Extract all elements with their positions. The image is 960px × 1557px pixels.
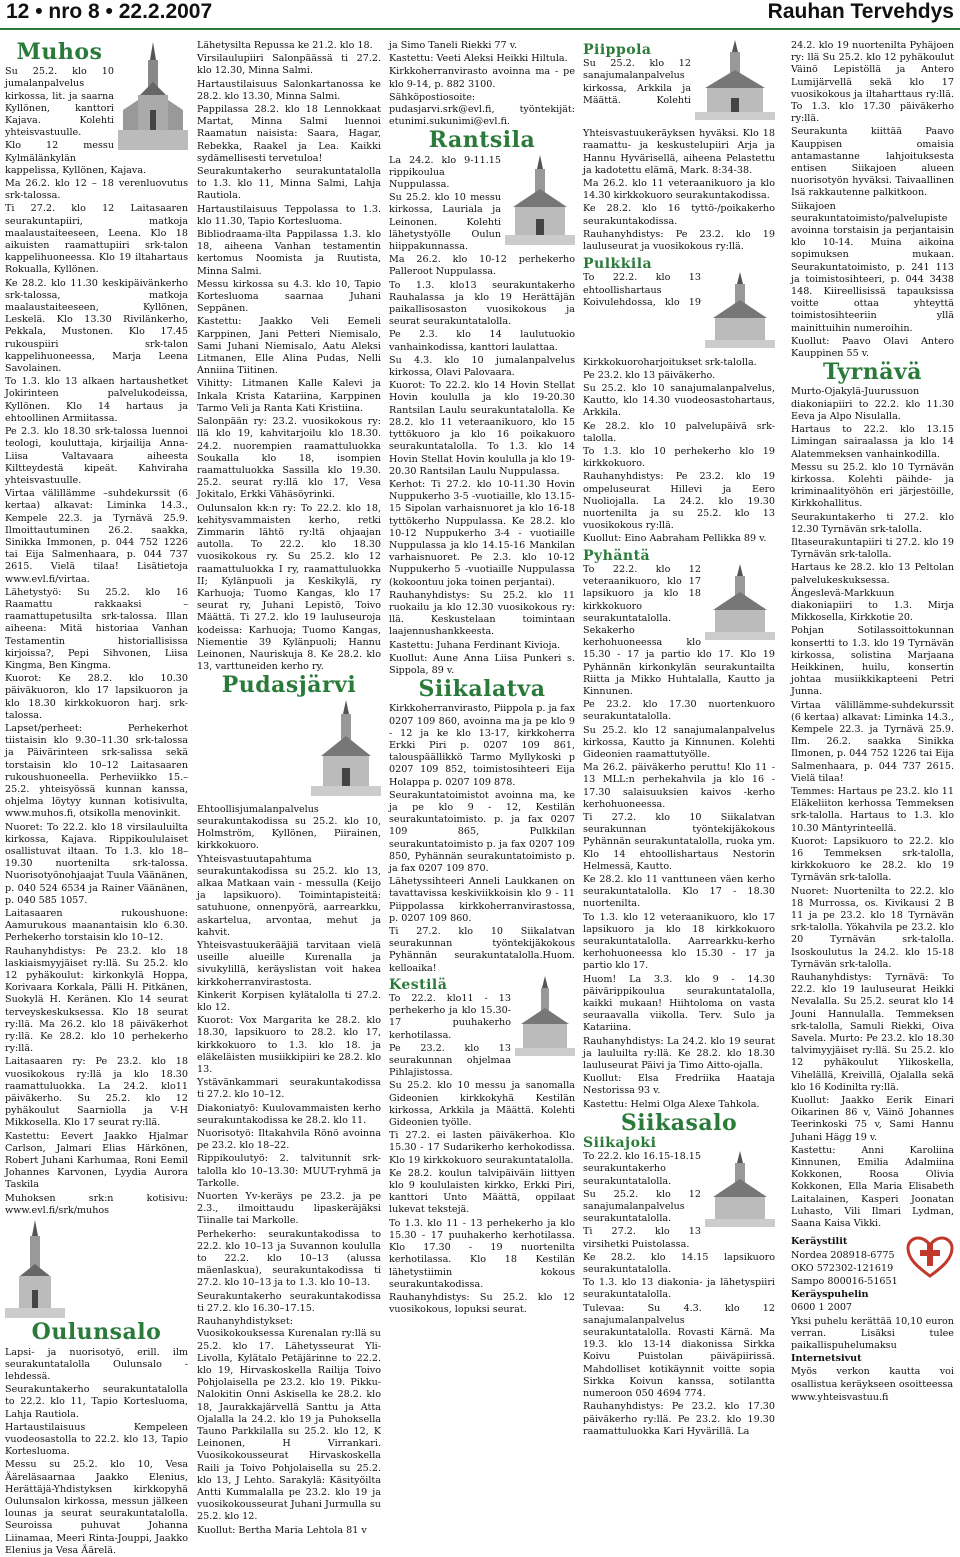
article-paragraph: Rauhanyhdistys: Su 25.2. klo 12 vuosikokous, lopuksi seurat. [389, 1291, 575, 1316]
article-paragraph: Muhoksen srk:n kotisivu: www.evl.fi/srk/muhos [5, 1192, 188, 1216]
church-illustration-icon [5, 1218, 65, 1322]
article-paragraph: Hartaus ke 28.2. klo 13 Peltolan palvelukeskuksessa. [791, 562, 954, 586]
article-paragraph: Su 25.2. klo 10 messu kirkossa, Lauriala ja Leinonen. Kolehti lähetystyölle Oulun hiippakunnassa. [389, 192, 501, 253]
article-paragraph: Ti 27.2. klo 12 Laitasaaren seurakuntapiiri, matkoja maalaustaiteeseen, Leena. Klo 18 aikuisten raamattupiiri srk-talon kappelihuoneessa. Klo 19 iltahartaus Rokualla, Kyllönen. [5, 203, 188, 276]
article-paragraph: Ma 26.2. päiväkerho peruttu! Klo 11 - 13 MLL:n perhekahvila ja klo 16 - 17.30 salaisuuksien kaivos -kerho kerhohuoneessa. [583, 762, 775, 810]
article-paragraph: Hartaustilaisuus Salonkartanossa ke 28.2. klo 13.30, Minna Salmi. [197, 78, 381, 102]
section-title-piippola: Piippola [583, 42, 652, 58]
section-title-muhos: Muhos [16, 39, 103, 65]
fundraising-box [791, 1236, 954, 1404]
heart-cross-logo-icon [906, 1236, 954, 1284]
article-paragraph: Kirkkoherranvirasto avoinna ma - pe klo 9-14, p. 882 3100. [389, 66, 575, 90]
article-paragraph: Sähköpostiosoite: pudasjarvi.srk@evl.fi, työntekijät: etunimi.sukunimi@evl.fi. [389, 91, 575, 128]
section-title-pudasjarvi: Pudasjärvi [221, 672, 357, 699]
article-paragraph: Rauhanyhdistys: La 24.2. klo 19 seurat ja lauluilta ry:llä. Ke 28.2. klo 18.30 lauluseurat Päivi ja Timo Aitto-ojalla. [583, 1035, 775, 1072]
publication-title: Rauhan Tervehdys [767, 0, 954, 23]
article-paragraph: Kastettu: Veeti Aleksi Heikki Hiltula. [389, 53, 568, 65]
article-paragraph: Oulunsalon kk:n ry: To 22.2. klo 18, kehitysvammaisten kerho, retki Zimmarin lähtö ry:ltä ohjaajan autolla. To 22.2. klo 18.30 vuosikokous ry. Su 25.2. klo 12 raamattuluokka I ry, raamattuluokka II; Kylänpuoli ja Keskikylä, ry Karhuoja; Tuomo Kangas, klo 17 seurat ry, Juhani Lepistö, Toivo Määttä. Ti 27.2. klo 19 lauluseuroja kodeissa: Karhuoja; Tuomo Kangas, Niementie 39 Kylänpuoli; Hannu Leinonen, Nauriskuja 8. Ke 28.2. klo 13, varttuneiden kerho ry. [197, 502, 381, 673]
church-illustration-icon [705, 272, 775, 352]
article-paragraph: La 24.2. klo 9-11.15 rippikoulua Nuppulassa. [389, 154, 501, 191]
church-illustration-icon [705, 564, 775, 644]
article-paragraph: Nuorten Yv-keräys pe 23.2. ja pe 2.3., ilmoittaudu lipaskeräjäksi Tiinalle tai Markolle. [197, 1191, 381, 1227]
church-illustration-icon [695, 40, 775, 124]
issue-info: 12 • nro 8 • 22.2.2007 [6, 0, 213, 23]
article-paragraph: Kuollut: Bertha Maria Lehtola 81 v [197, 1524, 367, 1536]
article-paragraph: Klo 12 messu Kylmälänkylän kappelissa, Kyllönen, Kajava. [5, 140, 147, 176]
article-paragraph: Kuollut: Aune Anna Liisa Punkeri s. Sippola, 89 v. [389, 652, 575, 676]
article-paragraph: Ehtoollisjumalanpalvelus seurakuntakodissa su 25.2. klo 10, Holmström, Kyllönen, Piirainen, kirkkokuoro. [197, 803, 381, 852]
contact-line: Myös verkon kautta voi osallistua keräykseen osoitteessa [791, 1366, 954, 1390]
article-paragraph: Lapset/perheet: Perhekerhot tiistaisin klo 9.30–11.30 srk-talossa ja Päivärinteen srk-salissa sekä torstaisin klo 10–12 Laitasaaren rukoushuoneella. Perheviikko 15.–25.2. yhteisyössä kunnan kanssa, ohjelma löytyy kunnan kotisivulta, www.muhos.fi, otsikolla menovinkit. [5, 722, 188, 820]
column-4 [583, 40, 775, 1435]
article-paragraph: Kuollut: Jaakko Eerik Einari Oikarinen 86 v, Väinö Johannes Teerinkoski 75 v, Sami Hannu Juhani Hägg 19 v. [791, 1095, 954, 1143]
article-paragraph: Virtaa välillämme-suhdekurssit (6 kertaa) alkavat: Liminka 14.3., Kempele 22.3. ja Tyrnävä 25.9. Ilm. 26.2. saakka Sinikka Ilmonen, p. 044 752 1226 tai Eija Salmenhaara, p. 044 737 2615. Vielä tilaa! [791, 699, 954, 784]
article-paragraph: Su 25.2. klo 12 sanajumalanpalvelus kirkossa, Kautto ja Kinnunen. Kolehti Gideonien raamattutyölle. [583, 724, 775, 760]
article-paragraph: Pappilassa 28.2. klo 18 Lennokkaat Martat, Minna Salmi luennoi Raamatun naisista: Saara, Hagar, Rebekka, Raakel ja Lea. Kaikki sydämellisesti tervetuloa! [197, 104, 381, 164]
article-paragraph: Pohjan Sotilassoittokunnan konsertti to 1.3. klo 19 Tyrnävän kirkossa, solistina Marjaana Heikkinen, huilu, konsertin johtaa musiikkikapteeni Petri Junna. [791, 625, 954, 698]
article-paragraph: Rippikoulutyö: 2. talvitunnit srk-talolla klo 10–13.30: MUUT-ryhmä ja Tarkolle. [197, 1153, 381, 1189]
article-paragraph: Seurakuntakerho ti 27.2. klo 12.30 Tyrnävän srk-talolla. [791, 511, 954, 535]
article-paragraph: Ystävänkammari seurakuntakodissa ti 27.2. klo 10–12. [197, 1077, 381, 1101]
article-paragraph: Ti 27.2. klo 10 Siikalatvan seurakunnan työntekijäkokous Pyhännän seurakuntatalolla.Huom. kelloaika! [389, 926, 575, 974]
article-paragraph: Siikajoen seurakuntatoimisto/palvelupiste avoinna torstaisin ja perjantaisin klo 10-14. Muina aikoina sopimuksen mukaan. Seurakuntatoimisto, p. 241 113 ja toimistosihteeri, p. 044 3438 148. Kiireellisissä tapauksissa voitte ottaa yhteyttä toimistosihteeriin yllä mainittuihin numeroihin. [791, 200, 954, 334]
article-paragraph: Lähetyssihteeri Anneli Laukkanen on tavattavissa keskiviikkoisin klo 9 - 11 Piippolassa kirkkoherranvirastossa, p. 0207 109 860. [389, 876, 575, 924]
article-paragraph: Pe 23.2. klo 17.30 nuortenkuoro seurakuntatalolla. [583, 699, 775, 723]
section-title-kestila: Kestilä [389, 976, 448, 993]
article-paragraph: Su 25.2. klo 10 messu ja sanomalla Gideonien kirkkokyhä Kestilän kirkossa, Arkkila ja Määttä. Kolehti Gideonien työlle. [389, 1080, 575, 1129]
section-title-pyhanta: Pyhäntä [583, 547, 651, 564]
contact-heading: Keräyspuhelin [791, 1289, 869, 1301]
article-paragraph: Kinkerit Korpisen kylätalolla ti 27.2. klo 12. [197, 989, 381, 1014]
article-paragraph: Ke 28.2. klo 10 palvelupäivä srk-talolla. [583, 420, 775, 444]
contact-line: OKO 572302-121619 [791, 1262, 894, 1274]
article-paragraph: Kuorot: Ke 28.2. klo 10.30 päiväkuoron, klo 17 lapsikuoron ja klo 18.30 kirkkokuoron harj. srk-talossa. [5, 673, 188, 721]
masthead [0, 0, 960, 27]
article-paragraph: Su 25.2. klo 12 sanajumalanpalvelus seurakuntatalolla. [583, 1188, 701, 1225]
article-paragraph: To 22.2. klo 16.15-18.15 seurakuntakerho seurakuntatalolla. [583, 1151, 701, 1187]
article-paragraph: Tulevaa: Su 4.3. klo 12 sanajumalanpalvelus seurakuntatalolla. Rovasti Kärnä. Ma 19.3. klo 13-14 diakonissa Sirkka Koivu Puistolan päiväpiirissä. Mahdolliset kotikäynnit voitte sopia Sirkka Koivun kanssa, sotilantta numeroon 050 4694 774. [583, 1302, 775, 1400]
article-paragraph: Su 25.2. klo 12 sanajumalanpalvelus kirkossa, Arkkila ja Määttä. Kolehti Yhteisvastuukeräyksen hyväksi. Klo 18 raamattu- ja keskustelupiiri Arja ja Hannu Hyvärisellä, aiheena Pelastettu ja kadotettu elämä, Mark. 8:34-38. [583, 58, 775, 176]
article-paragraph: Pe 2.3. klo 14 laulutuokio vanhainkodissa, kanttori laulattaa. [389, 329, 575, 353]
article-paragraph: Rauhanyhdistys: Tyrnävä: To 22.2. klo 19 lauluseurat Heikki Nevalalla. Su 25.2. seurat klo 14 Jouni Hannulalla. Temmeksen srk-talolla, Samuli Riekki, Oiva Savela. Murto: Pe 23.2. klo 18.30 talvimyyjäiset ry:llä. Su 25.2. klo 12 pyhäkoulut Ylikoskella, Vihelällä, Kreivillä, Ojalalla sekä klo 16 Kodinilta ry:llä. [791, 972, 954, 1093]
article-paragraph: Bibliodraama-ilta Pappilassa 1.3. klo 18, aiheena Vanhan testamentin kertomus Noomista ja Ruutista, Minna Salmi. [197, 229, 381, 277]
masthead-rule [0, 28, 960, 30]
article-paragraph: Lähetystyö: Su 25.2. klo 16 Raamattu rakkaaksi –raamattupetusilta srk-talossa. Illan aiheena: Mitä historiaa Vanhan Testamentin historiallisissa kirjoissa?, Pepi Sihvonen, Liisa Kingma, Ben Kingma. [5, 586, 188, 671]
article-paragraph: Kuollut: Eino Aabraham Pellikka 89 v. [583, 533, 767, 545]
article-paragraph: Ti 27.2. klo 13 virsihetki Puistolassa. [583, 1226, 701, 1250]
article-paragraph: Virsilaulupiiri Salonpäässä ti 27.2. klo 12.30, Minna Salmi. [197, 53, 381, 77]
contact-line: Sampo 800016-51651 [791, 1275, 898, 1287]
article-paragraph: To 1.3. klo 13 diakonia- ja lähetyspiiri seurakuntatalolla. [583, 1277, 775, 1301]
article-paragraph: Ke 28.2. klo 16 tyttö-/poikakerho seurakuntakodissa. [583, 203, 775, 227]
article-paragraph: Ängeslevä-Markkuun diakoniapiiri to 1.3. Mirja Mikkosella, Kirkkotie 20. [791, 587, 954, 624]
article-paragraph: Kastettu: Anni Karoliina Kinnunen, Emilia Adalmiina Kokkonen, Roosa Olivia Kokkonen, Ella Maria Elisabeth Laitalainen, Kasperi Joonatan Luhasto, Vili Ilmari Lydman, Saana Kaisa Vikki. [791, 1144, 954, 1230]
church-illustration-icon [505, 155, 575, 249]
article-paragraph: Salonpään ry: 23.2. vuosikokous ry: llä klo 19, kahvitarjoilu klo 18.30. 24.2. nuorempien raamattuluokka Soukalla klo 18, isompien raamattuluokka Sassilla klo 19.30. 25.2. seurat ry:llä klo 17, Vesa Jokitalo, Erkki Vähäsöyrinki. [197, 416, 381, 501]
article-paragraph: Messu su 25.2. klo 10 Tyrnävän kirkossa. Kolehti päihde- ja kriminaalityöhön eri järjestöille, Kirkkohallitus. [791, 461, 954, 510]
article-paragraph: Kirkkoherranvirasto, Piippola p. ja fax 0207 109 860, avoinna ma ja pe klo 9 - 12 ja ke klo 13-17, kirkkoherra Erkki Piri p. 0207 109 861, talouspäällikkö Tarmo Myllykoski p 0207 109 852, toimistosihteeri Eija Holappa p. 0207 109 878. [389, 703, 575, 788]
section-title-siikajoki: Siikajoki [583, 1135, 657, 1152]
article-paragraph: Su 4.3. klo 10 jumalanpalvelus kirkossa, Olavi Palovaara. [389, 354, 575, 379]
article-paragraph: Kuollut: Paavo Olavi Antero Kauppinen 55 v. [791, 335, 954, 360]
church-illustration-icon [118, 40, 188, 154]
church-illustration-icon [705, 1151, 775, 1231]
article-paragraph: Rauhanyhdistys: Pe 23.2. klo 17.30 päiväkerho ry:llä. Pe 23.2. klo 19.30 raamattuluokka Kari Hyvärillä. La [583, 1401, 775, 1437]
article-paragraph: Messu kirkossa su 4.3. klo 10, Tapio Kortesluoma saarnaa Juhani Seppänen. [197, 278, 381, 315]
article-paragraph: Seurakuntakerho seurakuntatalolla to 22.2. klo 11, Tapio Kortesluoma, Lahja Rautiola. [5, 1384, 188, 1420]
article-paragraph: Rauhanyhdistykset: Vuosikokouksessa Kurenalan ry:llä su 25.2. klo 17. Lähetysseurat Yli-Livolla, Kylätalo Petäjärinne to 22.2. klo 19, Hirvaskoskella Railija Toivo Pohjolaisella pe 23.2. klo 19. Pikku-Nalokitin Onni Askisella ke 28.2. klo 18, Jaurakkajärvellä Santtu ja Atta Ojalalla la 24.2. klo 19 ja Puhoksella Tauno Parkkilalla su 25.2. klo 12, K Leinonen, H Virrankari. Vuosikokousseurat Hirvaskoskella Raili ja Toivo Pohjolaisella su 25.2. klo 13, J Lehto. Sarakylä: Käsityöilta Antti Kummalalla pe 23.2. klo 19 ja vuosikokousseurat Juhani Jurmulla su 25.2. klo 12. [197, 1316, 381, 1523]
article-paragraph: Pe 23.2. klo 13 seurakunnan ohjelmaa Pihlajistossa. [389, 1042, 511, 1079]
article-paragraph: Yhteisvastuutapahtuma seurakuntakodissa su 25.2. klo 13, alkaa Matkaan vain - messulla (Keijo ja lapsikuoro). Toimintapisteitä: satuhuone, onnenpyörä, aarrearkku, askartelua, arvontaa, mehut ja kahvit. [197, 853, 381, 938]
article-paragraph: Lapsi- ja nuorisotyö, erill. ilm seurakuntatalolla Oulunsalo -lehdessä. [5, 1346, 188, 1382]
article-paragraph: Nuoret: To 22.2. klo 18 virsilauluilta kirkossa, Kajava. Rippikoululaiset osallistuvat iltaan. To 1.3. klo 18–19.30 nuortenilta srk-talossa. Nuorisotyönohjaajat Tuula Väänänen, p. 040 524 6534 ja Rainer Väänänen, p. 040 585 1057. [5, 821, 188, 906]
article-paragraph: Vihitty: Litmanen Kalle Kalevi ja Inkala Krista Katariina, Karppinen Tarmo Veli ja Ranta Kati Kristiina. [197, 378, 381, 414]
column-1 [5, 39, 188, 1556]
article-paragraph: Seurakuntakerho seurakuntakodissa ti 27.2. klo 16.30–17.15. [197, 1290, 381, 1314]
column-3 [389, 40, 575, 1435]
article-paragraph: To 1.3. klo 12 veteraanikuoro, klo 17 lapsikuoro ja klo 18 kirkkokuoro seurakuntatalolla. Aarrearkku-kerho kerhohuoneessa klo 15.30 - 17 ja partio klo 17. [583, 911, 775, 972]
article-paragraph: Kastettu: Eevert Jaakko Hjalmar Carlson, Jalmari Elias Härkönen, Robert Juhani Karhumaa, Roni Eemil Johannes Karvonen, Lyydia Aurora Taskila [5, 1130, 188, 1191]
article-paragraph: To 1.3. klo 13 alkaen hartaushetket Jokirinteen palvelukodeissa, Kyllönen. Klo 14 hartaus ja ehtoollinen Armiitassa. [5, 376, 188, 424]
article-paragraph: Ma 26.2. klo 12 – 18 verenluovutus srk-talossa. [5, 178, 188, 202]
article-paragraph: Kastettu: Jaakko Veli Eemeli Karppinen, Jani Petteri Niemisalo, Sami Juhani Niemisalo, Aatu Aleksi Litmanen, Elle Alina Pudas, Nelli Anniina Tiitinen. [197, 316, 381, 377]
church-illustration-icon [515, 976, 575, 1060]
article-paragraph: Kuorot: Vox Margarita ke 28.2. klo 18.30, lapsikuoro to 28.2. klo 17, kirkkokuoro to 1.3. klo 18. ja eläkeläisten musiikkipiiri ke 28.2. klo 13. [197, 1015, 381, 1076]
church-illustration-icon [311, 700, 381, 800]
article-paragraph: 24.2. klo 19 nuortenilta Pyhäjoen ry: llä Su 25.2. klo 12 pyhäkoulut Väinö Lepistöllä ja Antero Lumijärvellä sekä klo 17 vuosikokous ja iltaharttaus ry:llä. To 1.3. klo 17.30 päiväkerho ry:llä. [791, 40, 954, 125]
article-paragraph: Seurakunta kiittää Paavo Kauppisen omaisia antamastanne lahjoituksesta entisen Siikajoen alueen nuorisotyön hyväksi. Taivaallinen Isä rakkautenne palkitkoon. [791, 126, 954, 199]
article-paragraph: Rauhanyhdistys: Pe 23.2. klo 19 lauluseurat ja vuosikokous ry:llä. [583, 228, 775, 253]
article-paragraph: Ke 28.2. koulun talvipäiväin liittyen klo 9 koululaisten kirkko, Erkki Piri, kanttori Unto Määttä, oppilaat lukevat tekstejä. [389, 1167, 575, 1216]
section-title-siikalatva: Siikalatva [418, 676, 546, 703]
article-paragraph: Ti 27.2. klo 10 Siikalatvan seurakunnan työntekijäkokous Pyhännän seurakuntatalolla, ruoka ym. Klo 14 ehtoollishartaus Nestorin Helmessä, Kautto. [583, 811, 775, 872]
article-paragraph: Kuorot: Lapsikuoro to 22.2. klo 16 Temmeksen srk-talolla, kirkkokuoro ke 28.2. klo 19 Tyrnävän srk-talolla. [791, 835, 954, 884]
article-paragraph: Seurakuntatoimistot avoinna ma, ke ja pe klo 9 - 12, Kestilän seurakuntatoimisto. p. ja fax 0207 109 865, Pulkkilan seurakuntatoimisto p. ja fax 0207 109 850, Pyhännän seurakuntatoimisto p. ja fax 0207 109 870. [389, 789, 575, 874]
article-paragraph: Perhekerho: seurakuntakodissa to 22.2. klo 10–13 ja Suvannon koululla to 22.2. klo 10–13 (alussa mäenlaskua), seurakuntakodissa ti 27.2. klo 10–13 ja to 1.3. klo 10–13. [197, 1228, 381, 1289]
article-paragraph: Nuorisotyö: Iltakahvila Rönö avoinna pe 23.2. klo 18–22. [197, 1128, 381, 1152]
article-paragraph: Ma 26.2. klo 10-12 perhekerho Palleroot Nuppulassa. [389, 254, 575, 278]
article-paragraph: To 1.3. klo13 seurakuntakerho Rauhalassa ja klo 19 Herättäjän paikallisosaston vuosikokous ja seurat seurakuntatalolla. [389, 279, 575, 328]
article-paragraph: Hartaus to 22.2. klo 13.15 Limingan sairaalassa ja klo 14 Alatemmeksen vanhainkodilla. [791, 424, 954, 460]
contact-line: Yksi puhelu kerättää 10,10 euron verran. Lisäksi tulee paikallispuhelumaksu [791, 1315, 954, 1351]
article-paragraph: Kastettu: Juhana Ferdinant Kivioja. [389, 639, 561, 651]
article-paragraph: Rauhanyhdistys: Pe 23.2. klo 18 laskiaismyyjäiset ry:llä. Su 25.2. klo 12 pyhäkoulut: kirkonkylä Hoppa, Korivaara Korkala, Pälli H. Pitkänen, Suokylä H. Keränen. Klo 14 seurat terveyskeskuksessa. Klo 18 seurat ry:llä. Ma 26.2. klo 18 päiväkerhot ry:llä. Ke 28.2. klo 10 perhekerho ry:llä. [5, 945, 188, 1055]
article-paragraph: Ti 27.2. ei lasten päiväkerhoa. Klo 15.30 - 17 Sudarikerho kerhokodissa. Klo 19 kirkkokuoro seurakuntatalolla. [389, 1130, 575, 1166]
article-paragraph: Nuoret: Nuortenilta to 22.2. klo 18 Murrossa, os. Kivikausi 2 B 11 ja pe 23.2. klo 18 Tyrnävän srk-talolla. Yökahvila pe 23.2. klo 20 Tyrnävän srk-talolla. Isoskoulutus la 24.2. klo 15-18 Tyrnävän srk-talolla. [791, 885, 954, 970]
article-paragraph: To 1.3. klo 10 perhekerho klo 19 kirkkokuoro. [583, 446, 775, 470]
article-paragraph: Kuorot: To 22.2. klo 14 Hovin Stellat Hovin koululla ja klo 19-20.30 Rantsilan Laulu seurakuntatalolla. Ke 28.2. klo 11 veteraanikuoro, klo 15 tyttökuoro ja klo 16 poikakuoro seurakuntatalolla. To 1.3. klo 14 Hovin Stellat Hovin koululla ja klo 19-20.30 Rantsilan Laulu Nuppulassa. [389, 380, 575, 477]
contact-heading: Internetsivut [791, 1353, 862, 1365]
article-paragraph: Yhteisvastuukerääjiä tarvitaan vielä useille alueille Kurenalla ja sivukylillä, keräyslistan voit hakea kirkkoherranvirastosta. [197, 940, 381, 988]
column-5 [791, 40, 954, 1435]
article-paragraph: Iltaseurakuntapiiri ti 27.2. klo 19 Tyrnävän srk-talolla. [791, 536, 954, 561]
article-paragraph: Su 25.2. klo 10 jumalanpalvelus kirkossa, lit. ja saarna Kyllönen, kanttori Kajava. Kolehti yhteisvastuulle. [5, 66, 114, 139]
article-paragraph: Laitasaaren ry: Pe 23.2. klo 18 vuosikokous ry:llä ja klo 18.30 raamattuluokka. La 24.2. klo11 päiväkerho. Su 25.2. klo 12 pyhäkoulut Saarniolla ja V-H Mikkosella. Klo 17 seurat ry:llä. [5, 1056, 188, 1129]
article-paragraph: Pe 2.3. klo 18.30 srk-talossa luennoi teologi, kouluttaja, kirjailija Anna-Liisa Valtavaara aiheesta Kiltteydestä kipeät. Kahviraha yhteisvastuulle. [5, 426, 188, 486]
article-paragraph: Ke 28.2. klo 11.30 keskipäivänkerho srk-talossa, matkoja maalaustaiteeseen, Kyllönen, Leskelä. Klo 13.30 Rivilänkerho, Pekkala, Mustonen. Klo 17.45 rukouspiiri srk-talon kappelihuoneessa, Marja Leena Savolainen. [5, 277, 188, 375]
article-paragraph: Rauhanyhdistys: Su 25.2. klo 11 ruokailu ja klo 12.30 vuosikokous ry: llä. Keskustelaan toimintaan laajennushankkeesta. [389, 589, 575, 638]
article-paragraph: Hartaustilaisuus Kempeleen vuodeosastolla to 22.2. klo 13, Tapio Kortesluoma. [5, 1421, 188, 1458]
contact-heading: Keräystilit [791, 1236, 848, 1248]
article-paragraph: Messu su 25.2. klo 10, Vesa Ääreläsaarnaa Jaakko Elenius, Herättäjä-Yhdistyksen kirkkopyhä Oulunsalon kirkossa, messun jälkeen lounas ja seurat seurakuntatalolla. Seuroissa puhuvat Johanna Liinamaa, Meeri Rinta-Jouppi, Jaakko Elenius ja Vesa Äärelä. [5, 1459, 188, 1556]
article-paragraph: Lähetysilta Repussa ke 21.2. klo 18. [197, 40, 373, 51]
article-paragraph: Laitasaaren rukoushuone: Aamurukous maanantaisin klo 6.30. Perhekerho torstaisin klo 10–12. [5, 908, 188, 944]
article-paragraph: Ke 28.2. klo 11 vanttuneen väen kerho seurakuntatalolla. Klo 17 - 18.30 nuortenilta. [583, 873, 775, 910]
article-paragraph: Ke 28.2. klo 14.15 lapsikuoro seurakuntatalolla. [583, 1251, 775, 1276]
article-paragraph: ja Simo Taneli Riekki 77 v. [389, 40, 518, 51]
article-paragraph: Huom! La 3.3. klo 9 - 14.30 päivärippikoulua seurakuntatalolla, kaikki mukaan! Hiihtoloma on vasta seuraavalla viikolla. Terv. Sulo ja Katariina. [583, 973, 775, 1034]
contact-line: Nordea 208918-6775 [791, 1249, 895, 1261]
article-paragraph: Su 25.2. klo 10 sanajumalanpalvelus, Kautto, klo 14.30 vuodeosastohartaus, Arkkila. [583, 383, 775, 419]
column-2 [197, 40, 381, 1536]
article-paragraph: To 22.2. klo11 - 13 perhekerho ja klo 15.30- 17 puuhakerho kerhotilassa. [389, 993, 511, 1041]
article-paragraph: Murto-Ojakylä-Juurussuon diakoniapiiri to 22.2. klo 11.30 Eeva ja Alpo Nisulalla. [791, 386, 954, 422]
article-paragraph: Pe 23.2. klo 13 päiväkerho. [583, 369, 716, 381]
article-paragraph: To 22.2. klo 12 veteraanikuoro, klo 17 lapsikuoro ja klo 18 kirkkokuoro seurakuntatalolla. Sekakerho kerhohuoneessa klo 15.30 - 17 ja partio klo 17. Klo 19 Pyhännän kirkonkylän seurakuntailta Riitta ja Mikko Huhtalalla, Kautto ja Kinnunen. [583, 563, 775, 697]
article-paragraph: Diakoniatyö: Kuulovammaisten kerho seurakuntakodissa ke 28.2. klo 11. [197, 1102, 381, 1126]
article-paragraph: Rauhanyhdistys: Pe 23.2. klo 19 ompeluseurat Hillevi ja Eero Nuoliojalla. La 24.2. klo 19.30 nuortenilta ja su 25.2. klo 13 vuosikokous ry:llä. [583, 471, 775, 532]
article-paragraph: Kerhot: Ti 27.2. klo 10-11.30 Hovin Nuppukerho 3-5 -vuotiaille, klo 13.15-15 Sipolan varhaisnuoret ja klo 16-18 tyttökerho Nuppulassa. Ke 28.2. klo 10-12 Nuppukerho 3-4 - vuotiaille Nuppulassa ja klo 14.15-16 Mankilan varhaisnuoret. Pe 2.3. klo 10-12 Nuppukerho 5 -vuotiaille Nuppulassa (kokoontuu joka toinen perjantai). [389, 478, 575, 588]
article-paragraph: To 22.2. klo 13 ehtoollishartaus Koivulehdossa, klo 19 Kirkkokuoroharjoitukset srk-talolla. [583, 272, 757, 368]
article-paragraph: Temmes: Hartaus pe 23.2. klo 11 Eläkeliiton kerhossa Temmeksen srk-talolla. Hartaus to 1.3. klo 10.30 Mäntyrinteellä. [791, 785, 954, 834]
section-title-pulkkila: Pulkkila [583, 256, 653, 273]
article-paragraph: Kastettu: Helmi Olga Alexe Tahkola. [583, 1098, 760, 1110]
contact-line: 0600 1 2007 [791, 1302, 853, 1314]
article-paragraph: Hartaustilaisuus Teppolassa to 1.3. klo 11.30, Tapio Kortesluoma. [197, 203, 381, 227]
section-title-tyrnava: Tyrnävä [822, 359, 923, 386]
section-title-rantsila: Rantsila [428, 127, 536, 154]
website-link[interactable]: www.yhteisvastuu.fi [791, 1391, 889, 1403]
article-paragraph: Kuollut: Elsa Fredriika Haataja Nestorissa 93 v. [583, 1073, 775, 1097]
article-paragraph: Ma 26.2. klo 11 veteraanikuoro ja klo 14.30 kirkkokuoro seurakuntakodissa. [583, 178, 775, 202]
article-paragraph: Virtaa välillämme –suhdekurssit (6 kertaa) alkavat: Liminka 14.3., Kempele 22.3. ja Tyrnävä 25.9. Ilmoittautuminen 26.2. saakka, Sinikka Immonen, p. 044 752 1226 tai Eija Salmenhaara, p. 044 737 2615. Vielä tilaa! Lisätietoja www.evl.fi/virtaa. [5, 488, 188, 585]
section-title-siikasalo: Siikasalo [620, 1109, 738, 1136]
article-paragraph: Seurakuntakerho seurakuntatalolla to 1.3. klo 11, Minna Salmi, Lahja Rautiola. [197, 166, 381, 202]
article-paragraph: To 1.3. klo 11 - 13 perhekerho ja klo 15.30 - 17 puuhakerho kerhotilassa. Klo 17.30 - 19 nuortenilta kerhotilassa. Klo 18 Kestilän lähetystiimin kokous seurakuntakodissa. [389, 1217, 575, 1290]
section-title-oulunsalo: Oulunsalo [31, 1319, 162, 1346]
